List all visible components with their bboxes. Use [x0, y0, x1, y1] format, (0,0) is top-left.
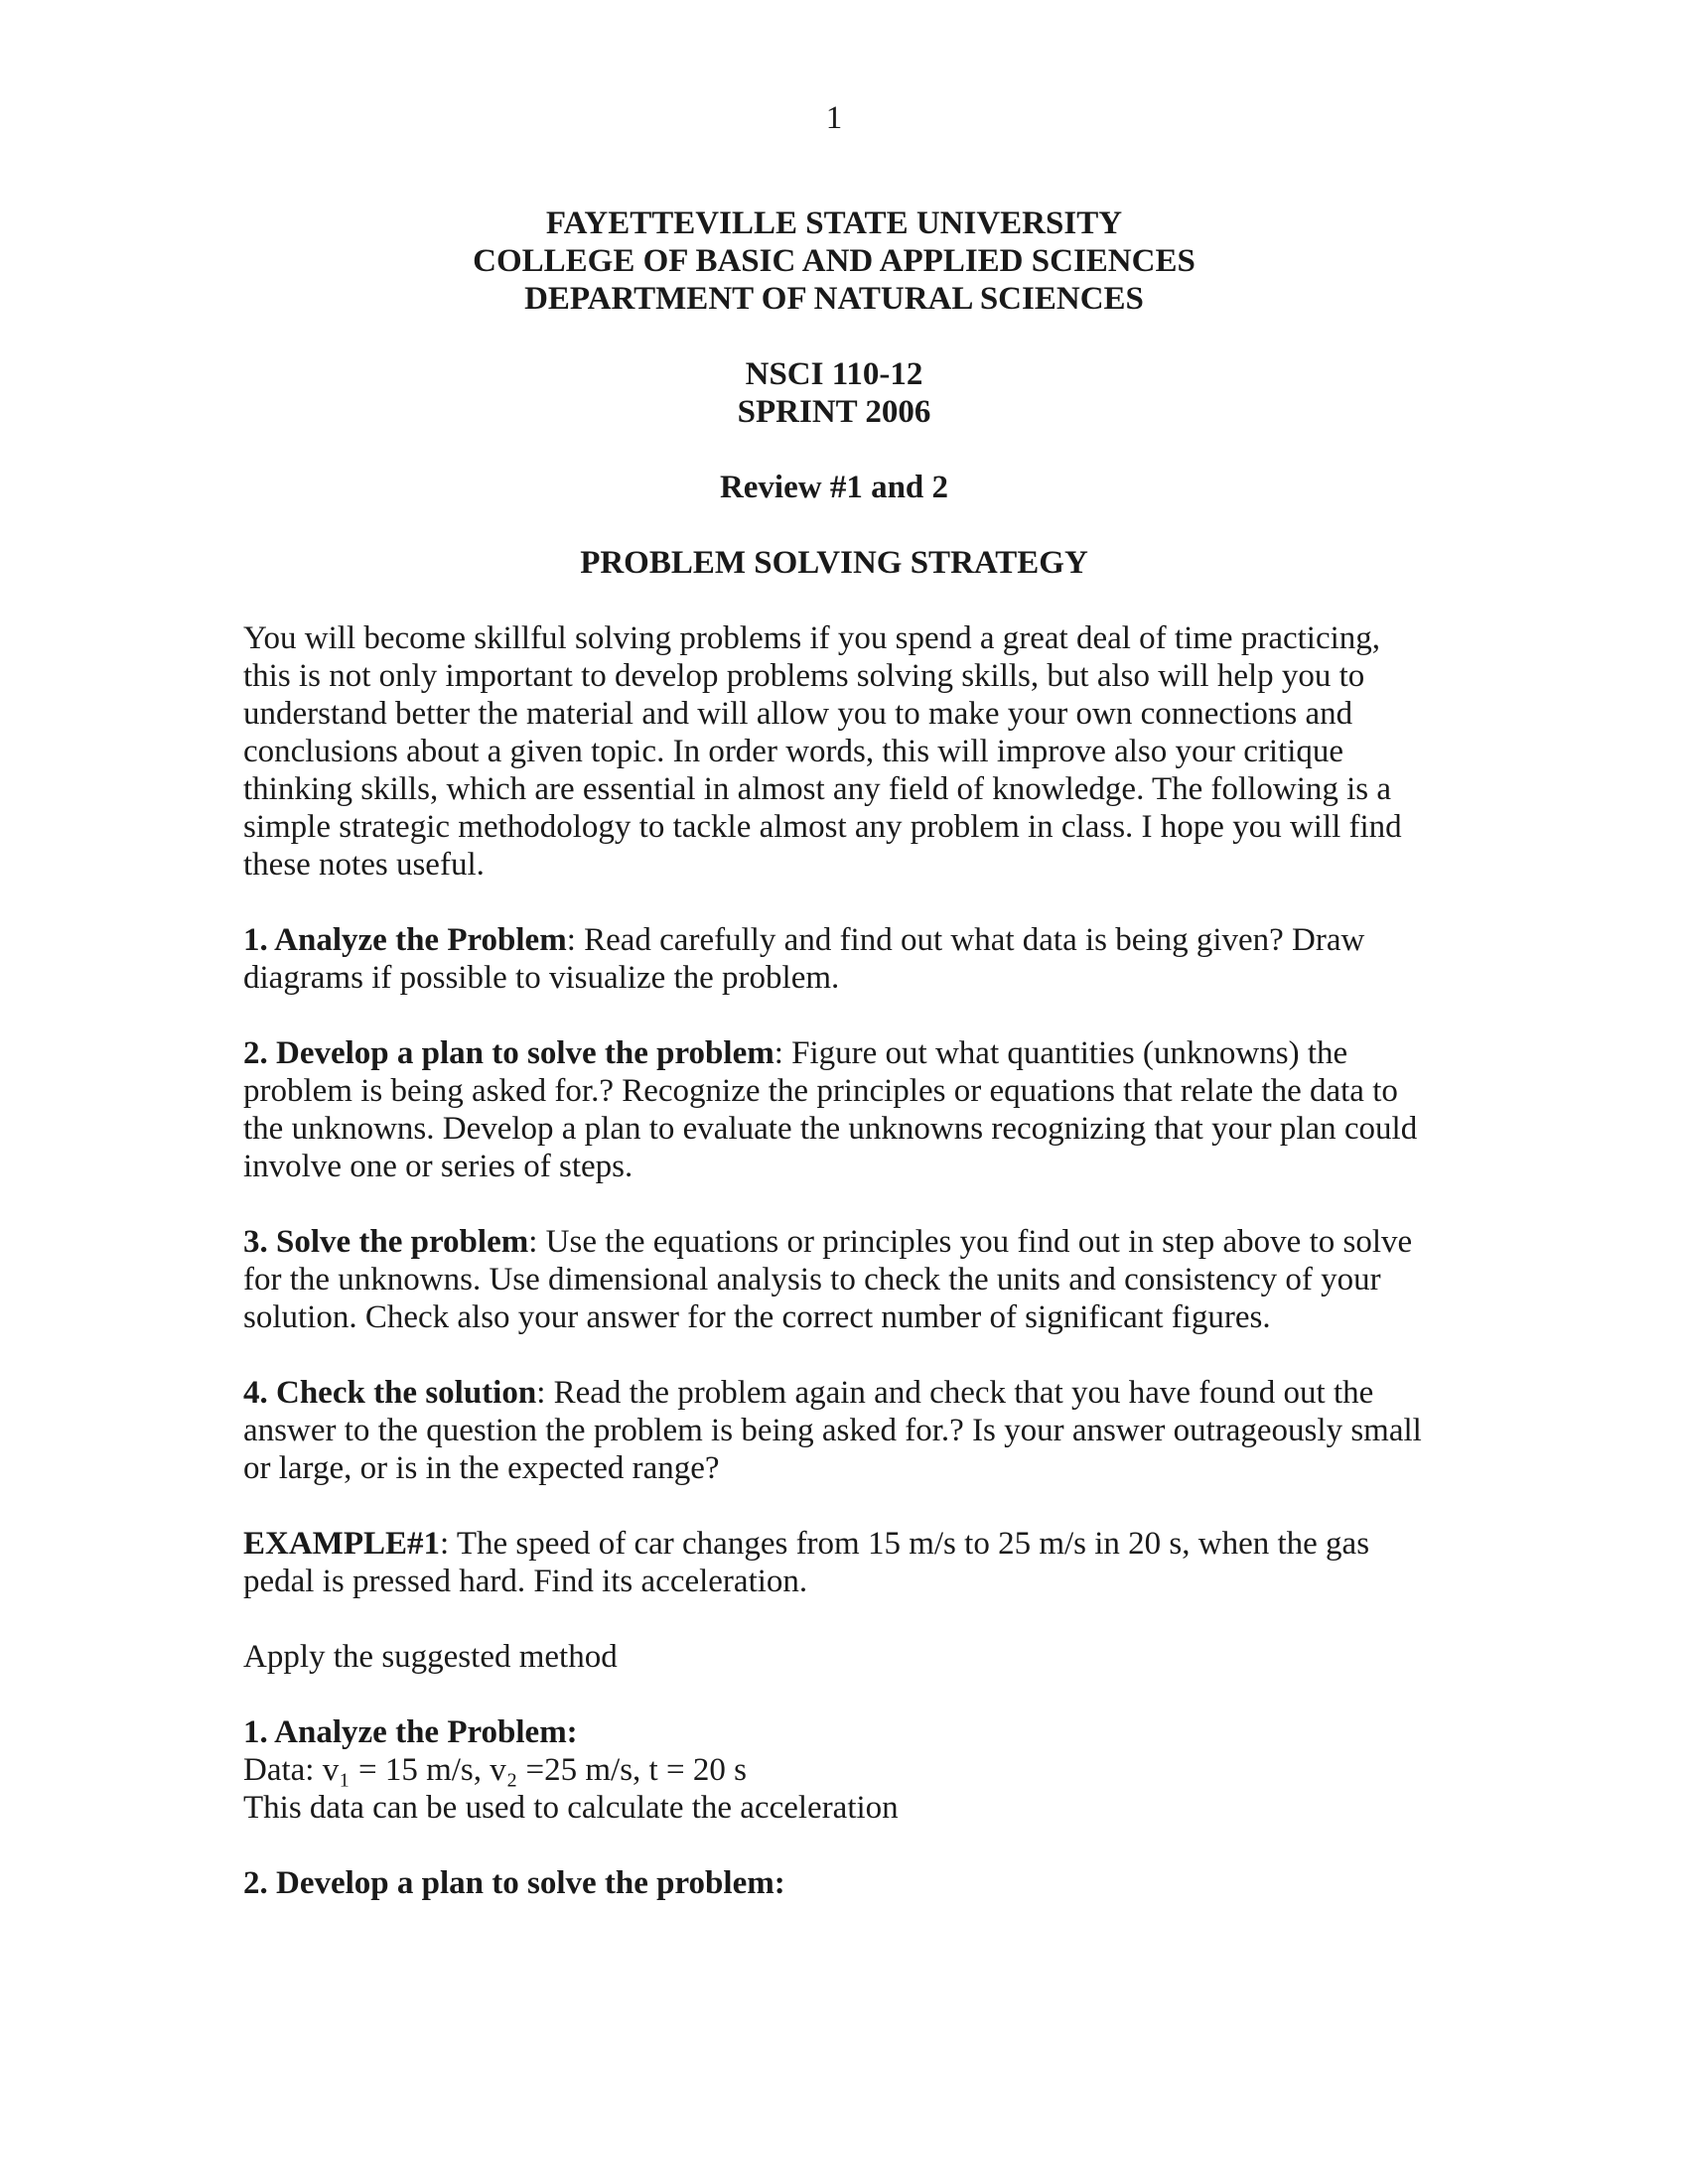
step-2-text: : Figure out what quantities (unknowns) the problem is being asked for.? Recognize the principles or equations that relate the data to the unknowns. Develop a plan to evaluate the unknowns recognizing that your plan could involve one or series of steps. [243, 1035, 1418, 1184]
course-term: SPRINT 2006 [737, 394, 931, 430]
solution-step-1 [243, 1713, 1425, 1827]
solution-step-2-heading: 2. Develop a plan to solve the problem: [243, 1865, 785, 1901]
step-1-paragraph [243, 921, 1425, 997]
step-3-label: 3. Solve the problem [243, 1224, 529, 1260]
step-4-label: 4. Check the solution [243, 1375, 537, 1411]
step-1-label: 1. Analyze the Problem [243, 922, 567, 958]
document-content [243, 99, 1425, 1902]
example-paragraph [243, 1525, 1425, 1600]
intro-paragraph: You will become skillful solving problems if you spend a great deal of time practicing, this is not only important to develop problems solving skills, but also will help you to understand better the material and will allow you to make your own connections and conclusions about a given topic. In order words, this will improve also your critique thinking skills, which are essential in almost any field of knowledge. The following is a simple strategic methodology to tackle almost any problem in class. I hope you will find these notes useful. [243, 620, 1402, 883]
solution-data-line: Data: v₁ = 15 m/s, v₂ =25 m/s, t = 20 s [243, 1752, 747, 1788]
example-label: EXAMPLE#1 [243, 1526, 440, 1562]
document-header [243, 205, 1425, 318]
step-1-text: : Read carefully and find out what data is being given? Draw diagrams if possible to visualize the problem. [243, 922, 1365, 996]
example-text: : The speed of car changes from 15 m/s to 25 m/s in 20 s, when the gas pedal is pressed hard. Find its acceleration. [243, 1526, 1370, 1599]
step-4-paragraph [243, 1374, 1425, 1487]
step-4-text: : Read the problem again and check that you have found out the answer to the question the problem is being asked for.? Is your answer outrageously small or large, or is in the expected range? [243, 1375, 1422, 1486]
college-name: COLLEGE OF BASIC AND APPLIED SCIENCES [473, 243, 1196, 279]
solution-data-note: This data can be used to calculate the acceleration [243, 1790, 899, 1826]
page-number: 1 [825, 100, 843, 136]
university-name: FAYETTEVILLE STATE UNIVERSITY [545, 205, 1123, 241]
apply-line: Apply the suggested method [243, 1639, 618, 1675]
step-2-paragraph [243, 1034, 1425, 1185]
solution-step-1-heading: 1. Analyze the Problem: [243, 1714, 578, 1750]
document-title: PROBLEM SOLVING STRATEGY [580, 545, 1088, 581]
step-2-label: 2. Develop a plan to solve the problem [243, 1035, 774, 1071]
review-title: Review #1 and 2 [719, 470, 949, 505]
step-3-text: : Use the equations or principles you find out in step above to solve for the unknowns. Use dimensional analysis to check the units and consistency of your solution. Check also your answer for the correct number of significant figures. [243, 1224, 1413, 1335]
course-block [243, 355, 1425, 431]
course-code: NSCI 110-12 [745, 356, 923, 392]
department-name: DEPARTMENT OF NATURAL SCIENCES [524, 281, 1144, 317]
step-3-paragraph [243, 1223, 1425, 1336]
